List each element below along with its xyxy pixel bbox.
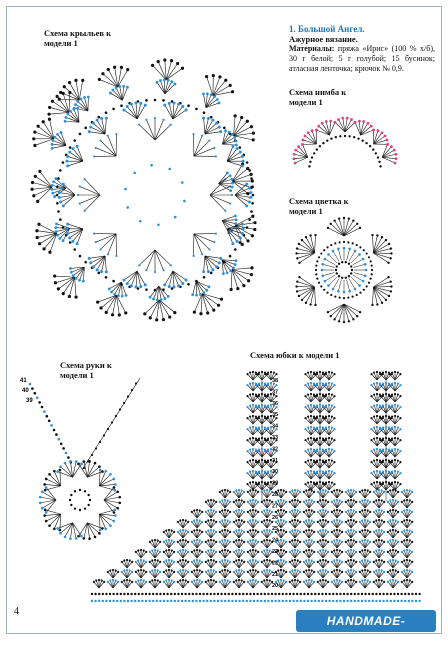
skirt-row-number: 33 <box>272 435 278 441</box>
skirt-row-number: 32 <box>272 446 278 452</box>
arm-diagram <box>29 378 140 540</box>
arm-row-number: 39 <box>26 398 33 404</box>
flower-scheme-label: Схема цветка к модели 1 <box>289 196 369 216</box>
skirt-row-number: 34 <box>272 424 279 430</box>
skirt-row-number: 21 <box>272 572 278 578</box>
materials-text: пряжа «Ирис» (100 % х/б), 30 г белой; 5 г голубой; 15 бусинок; атласная ленточка; крючок № 0,9. <box>289 44 435 73</box>
article-title: 1. Большой Ангел. <box>289 24 365 34</box>
arm-scheme-label: Схема руки к модели 1 <box>60 360 140 380</box>
arm-row-number: 41 <box>20 378 27 384</box>
materials-label: Материалы: <box>289 44 334 53</box>
skirt-row-number: 24 <box>272 538 279 544</box>
skirt-row-number: 35 <box>272 412 278 418</box>
article-subtitle: Ажурное вязание. <box>289 34 358 44</box>
skirt-row-number: 36 <box>272 401 278 407</box>
flower-diagram <box>295 217 392 323</box>
skirt-row-numbers <box>272 378 279 589</box>
wings-scheme-label: Схема крыльев к модели 1 <box>44 28 124 48</box>
page-number: 4 <box>14 606 19 617</box>
skirt-row-number: 25 <box>272 526 278 532</box>
skirt-row-number: 23 <box>272 549 278 555</box>
arm-row-number: 40 <box>22 388 29 394</box>
skirt-row-number: 28 <box>272 492 278 498</box>
skirt-row-number: 37 <box>272 389 278 395</box>
skirt-row-number: 22 <box>272 560 278 566</box>
skirt-row-number: 26 <box>272 515 278 521</box>
skirt-row-number: 20 <box>272 583 278 589</box>
skirt-row-number: 29 <box>272 481 278 487</box>
skirt-diagram <box>91 371 421 602</box>
skirt-row-number: 30 <box>272 469 278 475</box>
wings-diagram <box>30 58 256 321</box>
halo-scheme-label: Схема нимба к модели 1 <box>289 87 369 107</box>
skirt-row-number: 27 <box>272 503 278 509</box>
skirt-row-number: 38 <box>272 378 278 384</box>
skirt-scheme-label: Схема юбки к модели 1 <box>250 350 390 360</box>
halo-diagram <box>292 117 397 168</box>
watermark-banner: HANDMADE-PARADISE.RU <box>296 610 436 632</box>
arm-row-numbers <box>20 378 33 404</box>
skirt-row-number: 31 <box>272 458 278 464</box>
